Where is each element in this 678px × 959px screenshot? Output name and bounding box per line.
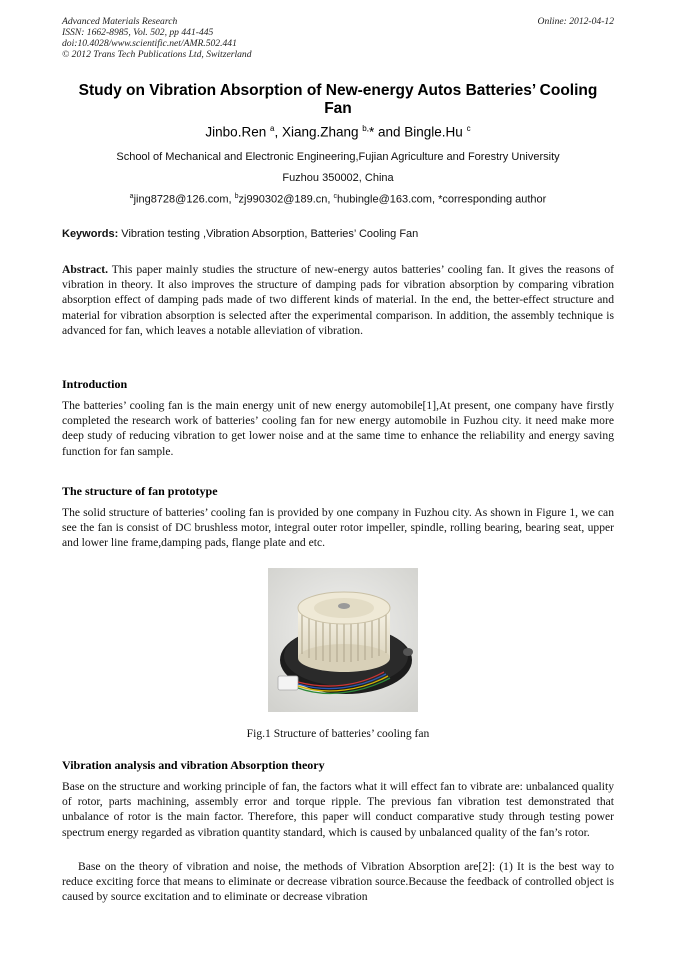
affiliation-city: Fuzhou 350002, China [282,172,394,184]
author-3-sup: c [466,124,471,133]
author-list [62,124,614,140]
vibration-paragraph-1: Base on the structure and working principle of fan, the factors what it will effect fan to vibrate are: unbalanced quality of rotor, parts machining, assembly error and torque ripple. The previous fan vibration test demonstrated that unbalance of rotor is the main factor. Therefore, this paper will conduct comparative study through testing power spectrum energy regarded as vibration quantity standard, which is caused by unbalanced quality of the fan’s rotor. [62,780,614,839]
intro-heading: Introduction [62,377,128,391]
abstract-label: Abstract. [62,263,109,276]
author-2-sup: b, [362,124,369,133]
email-a: jing8728@126.com, [133,193,235,206]
corresponding-mark: * [368,124,375,140]
vibration-paragraph-2: Base on the theory of vibration and noise, the methods of Vibration Absorption are[2]: (1) It is the best way to reduce exciting force that means to eliminate or decrease vibration source.Because the feedback of controlled object is caused by source excitation and to eliminate or decrease vibration [62,860,614,904]
issn-line: ISSN: 1662-8985, Vol. 502, pp 441-445 [62,27,214,38]
author-1: Jinbo.Ren [205,124,267,140]
keywords-text: Vibration testing ,Vibration Absorption, Batteries’ Cooling Fan [118,228,419,240]
title-line-1: Study on Vibration Absorption of New-energy Autos Batteries’ Cooling [78,82,598,99]
doi-line: doi:10.4028/www.scientific.net/AMR.502.441 [62,38,237,49]
email-b: zj990302@189.cn, [238,193,334,206]
figure-caption: Fig.1 Structure of batteries’ cooling fan [246,727,430,740]
keywords-label: Keywords: [62,228,119,240]
author-conj: and [374,124,405,140]
intro-paragraph: The batteries’ cooling fan is the main energy unit of new energy automobile[1],At present, one company have firstly completed the research work of batteries’ cooling fan for new energy automobile in Fuzhou city. it need make more deep study of reducing vibration to get lower noise and at the same time to enhance the reliability and energy saving function for fan sample. [62,399,614,458]
author-2: Xiang.Zhang [281,124,359,140]
email-b-sup: b [234,193,239,200]
abstract-paragraph [62,262,614,338]
paper-title [62,82,614,118]
fan-photo [268,568,418,712]
structure-paragraph: The solid structure of batteries’ cooling fan is provided by one company in Fuzhou city. As shown in Figure 1, we can see the fan is consist of DC brushless motor, integral outer rotor impeller, spindle, rolling bearing, bearing seat, upper and lower line frame,damping pads, flange plate and etc. [62,506,614,550]
keywords-line [62,228,614,240]
affiliation-school: School of Mechanical and Electronic Engineering,Fujian Agriculture and Forestry University [116,151,560,163]
journal-name: Advanced Materials Research [62,16,178,27]
email-c: hubingle@163.com, *corresponding author [337,193,547,206]
email-line [62,193,614,206]
vibration-heading: Vibration analysis and vibration Absorption theory [62,758,325,772]
author-sep: , [274,124,282,140]
journal-header [62,16,252,60]
author-1-sup: a [269,124,275,133]
abstract-text: This paper mainly studies the structure of new-energy autos batteries’ cooling fan. It gives the reasons of vibration in theory. It also improves the structure of damping pads for vibration absorption by comparing vibration absorption effect of damping pads made of two different kinds of material. In the end, the better-effect structure and material for vibration absorption is selected after the experimental comparison. In addition, the assembly technique is advanced for fan, which leaves a notable alleviation of vibration. [62,263,614,337]
email-c-sup: c [333,193,338,200]
email-a-sup: a [129,193,134,200]
copyright-line: © 2012 Trans Tech Publications Ltd, Switzerland [62,49,252,60]
structure-heading: The structure of fan prototype [62,484,218,498]
author-3: Bingle.Hu [404,124,463,140]
online-date: Online: 2012-04-12 [537,16,614,27]
title-line-2: Fan [324,100,352,117]
